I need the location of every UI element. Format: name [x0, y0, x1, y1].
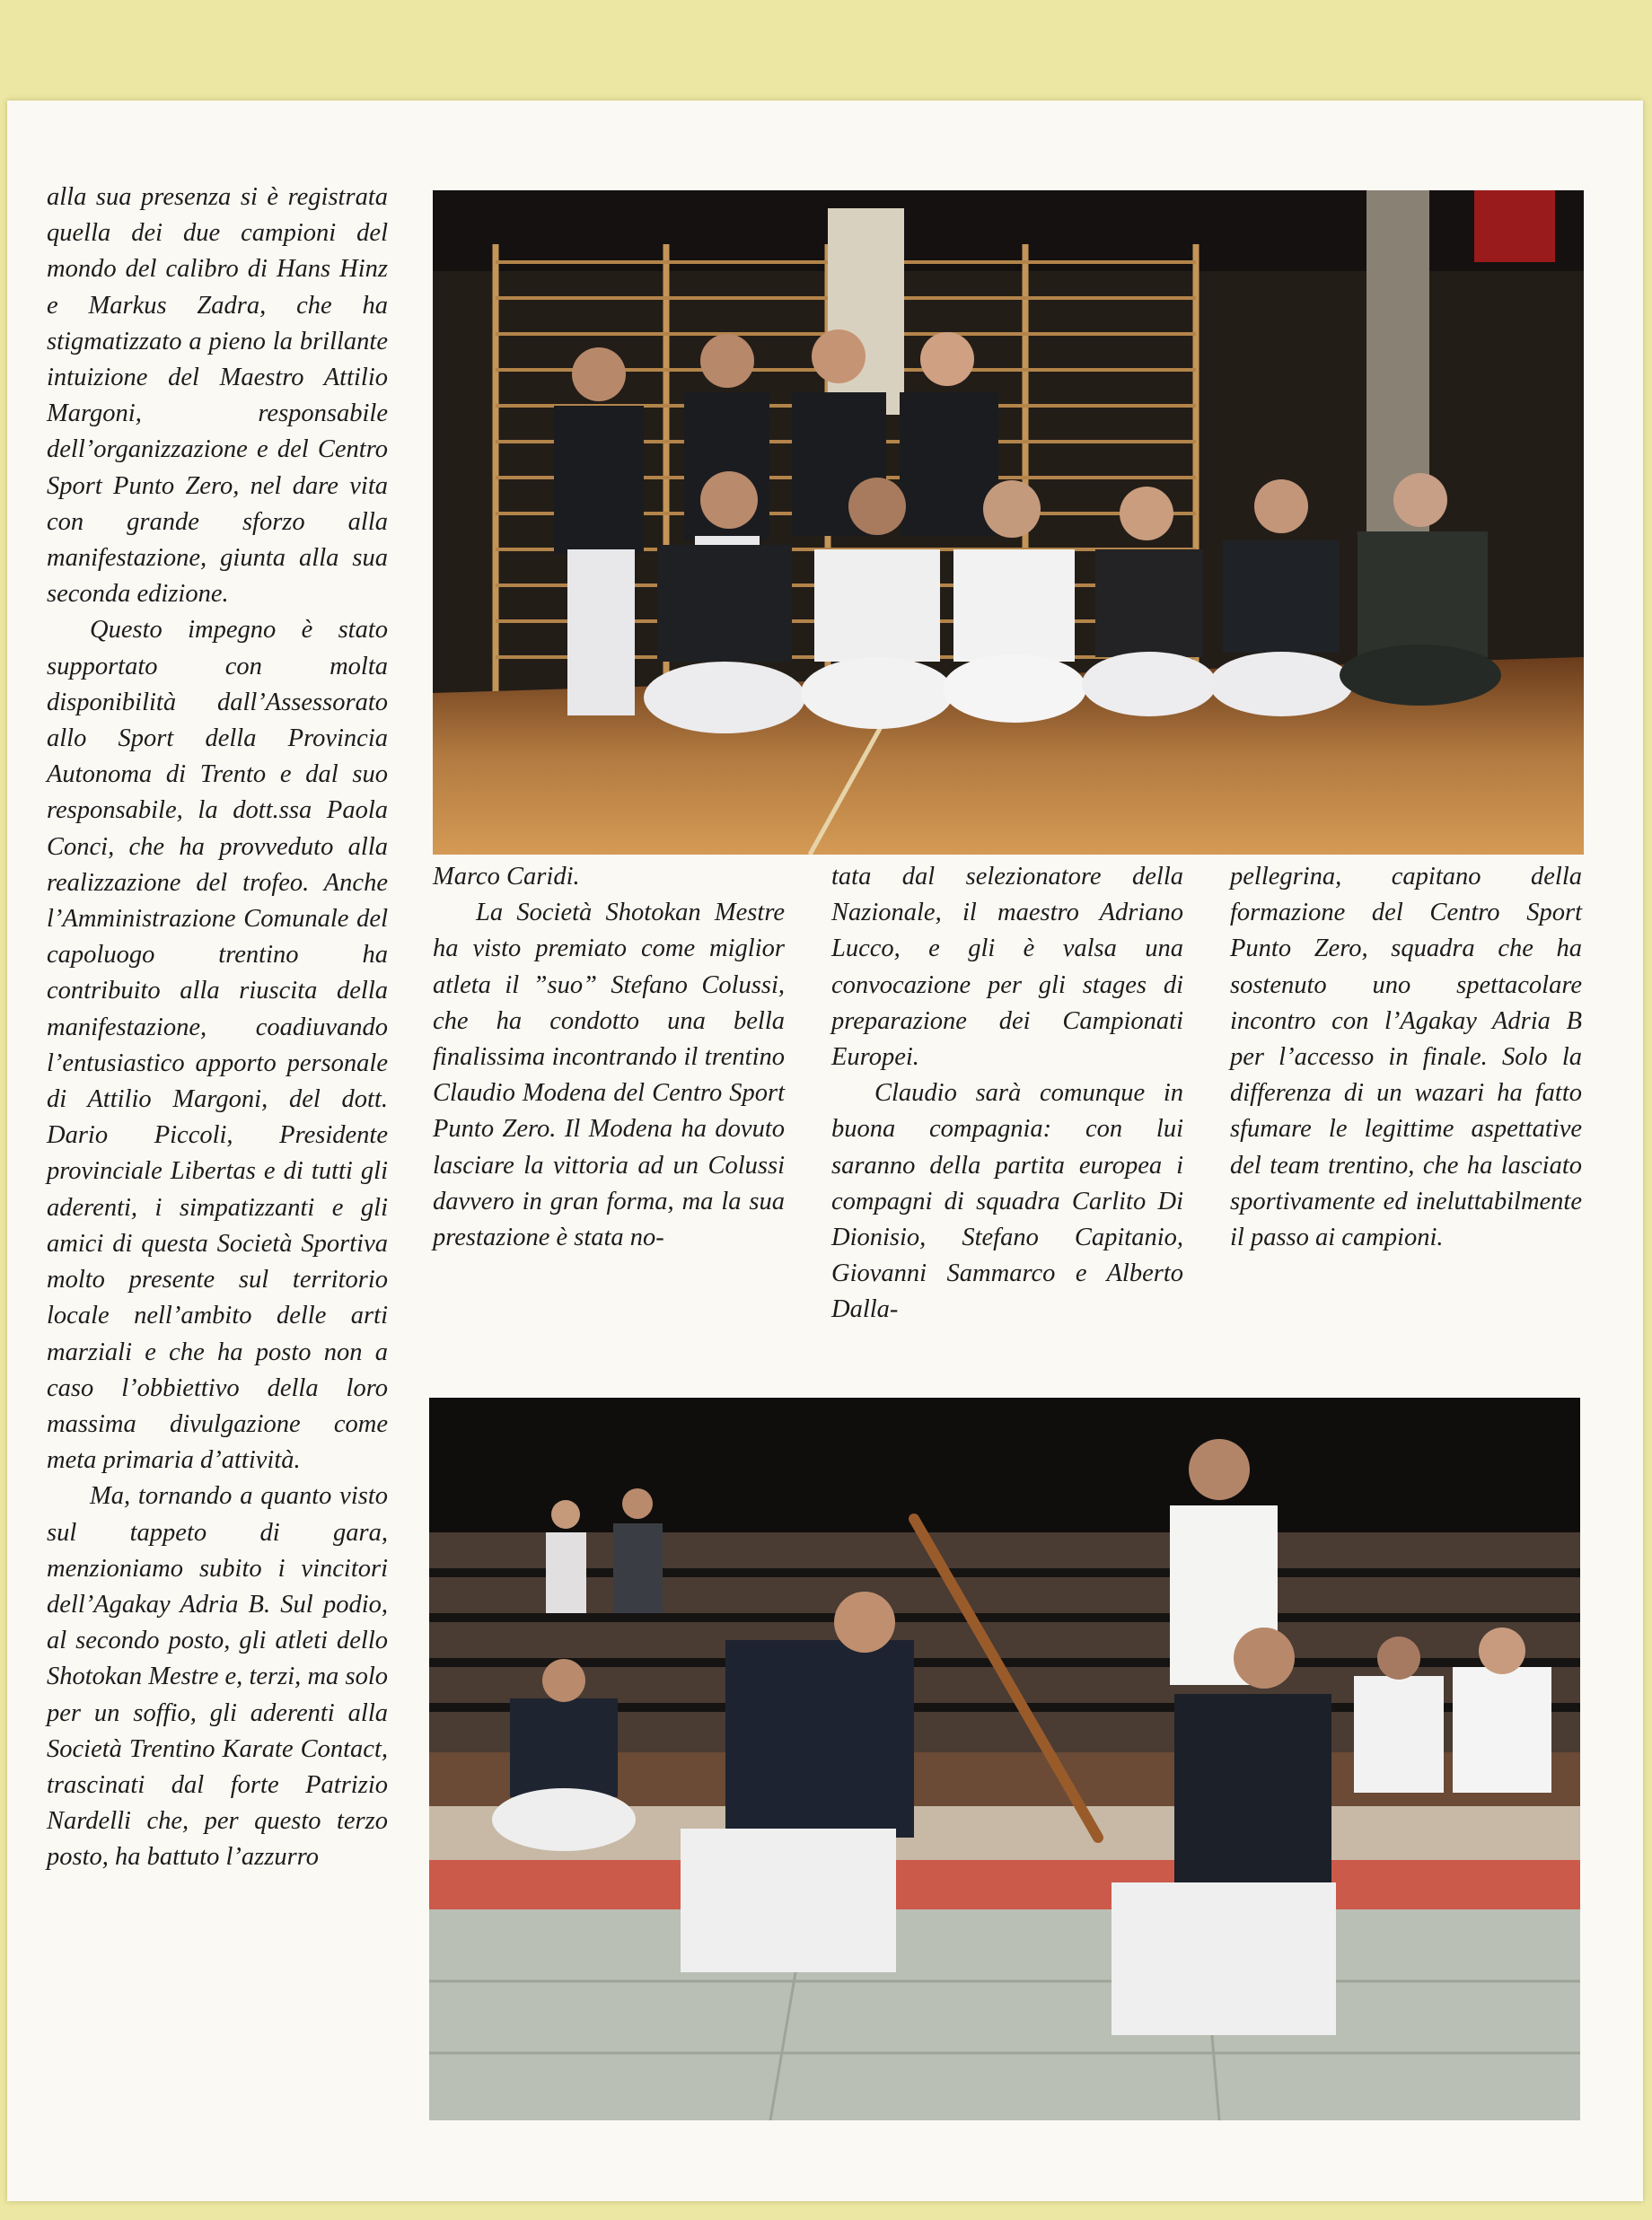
text-column-4	[1230, 859, 1582, 1256]
paragraph: Marco Caridi.	[433, 863, 580, 891]
paragraph: Questo impegno è stato supportato con molta disponibilità dall’Assessorato allo Sport della Provincia Autonoma di Trento e dal suo responsabile, la dott.ssa Paola Conci, che ha provveduto alla realizzazione del trofeo. Anche l’Amministrazione Comunale del capoluogo trentino ha contribuito alla riuscita della manifestazione, coadiuvando l’entusiastico apporto personale di Attilio Margoni, del dott. Dario Piccoli, Presidente provinciale Libertas e di tutti gli aderenti, i simpatizzanti e gli amici di questa Società Sportiva molto presente sul territorio locale nell’ambito delle arti marziali e che ha posto non a caso l’obbiettivo della loro massima divulgazione come meta primaria d’attività.	[47, 616, 388, 1475]
group-photo	[433, 190, 1584, 855]
text-column-left	[47, 180, 388, 1876]
paragraph: La Società Shotokan Mestre ha visto premiato come miglior atleta il ”suo” Stefano Colussi, che ha condotto una bella finalissima incontrando il trentino Claudio Modena del Centro Sport Punto Zero. Il Modena ha dovuto lasciare la vittoria ad un Colussi davvero in gran forma, ma la sua prestazione è stata no-	[433, 899, 785, 1252]
paragraph: Claudio sarà comunque in buona compagnia: con lui saranno della partita europea i compagni di squadra Carlito Di Dionisio, Stefano Capitanio, Giovanni Sammarco e Alberto Dalla-	[831, 1079, 1183, 1324]
paragraph: tata dal selezionatore della Nazionale, il maestro Adriano Lucco, e gli è valsa una convocazione per gli stages di preparazione dei Campionati Europei.	[831, 863, 1183, 1072]
sparring-photo	[429, 1398, 1580, 2120]
text-column-3	[831, 859, 1183, 1329]
text-column-2	[433, 859, 785, 1256]
paragraph: pellegrina, capitano della formazione del Centro Sport Punto Zero, squadra che ha sostenuto uno spettacolare incontro con l’Agakay Adria B per l’accesso in finale. Solo la differenza di un wazari ha fatto sfumare le legittime aspettative del team trentino, che ha lasciato sportivamente ed ineluttabilmente il passo ai campioni.	[1230, 863, 1582, 1252]
sparring-photo-illustration	[429, 1398, 1580, 2120]
group-photo-illustration	[433, 190, 1584, 855]
magazine-page	[7, 101, 1643, 2201]
paragraph: alla sua presenza si è registrata quella dei due campioni del mondo del calibro di Hans Hinz e Markus Zadra, che ha stigmatizzato a pieno la brillante intuizione del Maestro Attilio Margoni, responsabile dell’organizzazione e del Centro Sport Punto Zero, nel dare vita con grande sforzo alla manifestazione, giunta alla sua seconda edizione.	[47, 183, 388, 609]
paragraph: Ma, tornando a quanto visto sul tappeto di gara, menzioniamo subito i vincitori dell’Agakay Adria B. Sul podio, al secondo posto, gli atleti dello Shotokan Mestre e, terzi, ma solo per un soffio, gli aderenti alla Società Trentino Karate Contact, trascinati dal forte Patrizio Nardelli che, per questo terzo posto, ha battuto l’azzurro	[47, 1482, 388, 1872]
